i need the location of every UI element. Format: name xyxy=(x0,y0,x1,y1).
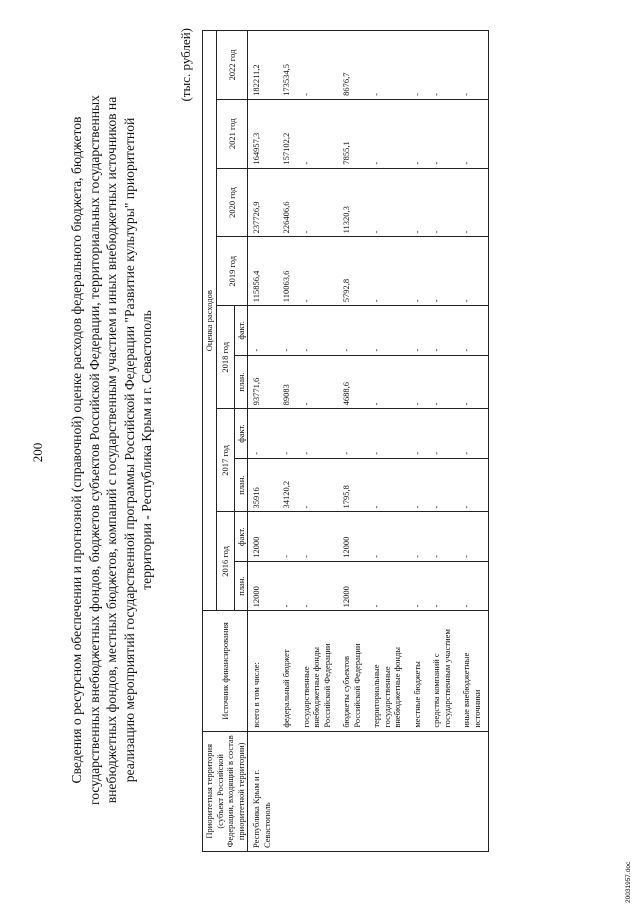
value-cell: - xyxy=(368,458,409,512)
source-cell: всего в том числе: xyxy=(248,611,279,731)
table-row xyxy=(458,31,489,852)
value-cell: 226406,6 xyxy=(278,168,298,237)
source-cell: территориальные государственные внебюджетные фонды xyxy=(368,611,409,731)
value-cell: - xyxy=(428,237,458,306)
header-2020: 2020 год xyxy=(216,168,248,237)
value-cell: - xyxy=(298,237,339,306)
value-cell: - xyxy=(248,306,279,355)
territory-cell xyxy=(428,731,458,851)
value-cell: - xyxy=(409,168,429,237)
territory-cell xyxy=(409,731,429,851)
value-cell: - xyxy=(368,31,409,100)
value-cell: - xyxy=(458,355,489,409)
source-cell: местные бюджеты xyxy=(409,611,429,731)
value-cell: - xyxy=(368,409,409,458)
table-row xyxy=(338,31,368,852)
value-cell: - xyxy=(338,409,368,458)
value-cell: - xyxy=(368,561,409,610)
value-cell: - xyxy=(368,306,409,355)
value-cell: - xyxy=(298,99,339,168)
value-cell: - xyxy=(428,512,458,561)
source-cell: государственные внебюджетные фонды Российской Федерации xyxy=(298,611,339,731)
page-number: 200 xyxy=(30,442,45,463)
value-cell: 1795,8 xyxy=(338,458,368,512)
value-cell: - xyxy=(298,306,339,355)
territory-cell xyxy=(458,731,489,851)
header-fact: факт. xyxy=(234,306,248,355)
source-cell: федеральный бюджет xyxy=(278,611,298,731)
source-cell: средства компаний с государственным участием xyxy=(428,611,458,731)
value-cell: - xyxy=(458,512,489,561)
value-cell: 35916 xyxy=(248,458,279,512)
value-cell: - xyxy=(298,458,339,512)
value-cell: 8676,7 xyxy=(338,31,368,100)
value-cell: 182211,2 xyxy=(248,31,279,100)
value-cell: - xyxy=(298,31,339,100)
source-cell: иные внебюджетные источники xyxy=(458,611,489,731)
header-plan: план. xyxy=(234,458,248,512)
value-cell: - xyxy=(428,168,458,237)
header-2018: 2018 год xyxy=(216,306,234,409)
table-row xyxy=(248,31,279,852)
value-cell: - xyxy=(409,409,429,458)
units-label: (тыс. рублей) xyxy=(178,28,193,102)
value-cell: - xyxy=(278,561,298,610)
value-cell: - xyxy=(368,99,409,168)
value-cell: - xyxy=(298,168,339,237)
value-cell: - xyxy=(368,355,409,409)
value-cell: 5792,8 xyxy=(338,237,368,306)
value-cell: - xyxy=(428,31,458,100)
value-cell: - xyxy=(409,355,429,409)
header-territory: Приоритетная территория (субъект Российской Федерации, входящий в состав приоритетной территории) xyxy=(203,731,248,851)
value-cell: 4688,6 xyxy=(338,355,368,409)
value-cell: 237726,9 xyxy=(248,168,279,237)
header-2019: 2019 год xyxy=(216,237,248,306)
territory-cell: Республика Крым и г. Севастополь xyxy=(248,731,279,851)
value-cell: 93771,6 xyxy=(248,355,279,409)
value-cell: - xyxy=(298,409,339,458)
table-row xyxy=(409,31,429,852)
value-cell: 115856,4 xyxy=(248,237,279,306)
table-row xyxy=(298,31,339,852)
value-cell: 157102,2 xyxy=(278,99,298,168)
territory-cell xyxy=(338,731,368,851)
header-plan: план. xyxy=(234,355,248,409)
value-cell: - xyxy=(428,355,458,409)
value-cell: - xyxy=(338,306,368,355)
value-cell: 12000 xyxy=(338,512,368,561)
territory-cell xyxy=(298,731,339,851)
value-cell: - xyxy=(409,99,429,168)
value-cell: - xyxy=(278,306,298,355)
value-cell: - xyxy=(278,409,298,458)
value-cell: - xyxy=(428,561,458,610)
table-row xyxy=(278,31,298,852)
value-cell: - xyxy=(409,458,429,512)
value-cell: 12000 xyxy=(248,512,279,561)
value-cell: 12000 xyxy=(248,561,279,610)
value-cell: - xyxy=(368,237,409,306)
territory-cell xyxy=(278,731,298,851)
value-cell: - xyxy=(428,458,458,512)
value-cell: - xyxy=(368,168,409,237)
value-cell: - xyxy=(458,409,489,458)
value-cell: - xyxy=(278,512,298,561)
value-cell: - xyxy=(248,409,279,458)
value-cell: 89083 xyxy=(278,355,298,409)
value-cell: - xyxy=(409,512,429,561)
header-2022: 2022 год xyxy=(216,31,248,100)
header-2016: 2016 год xyxy=(216,512,234,611)
territory-cell xyxy=(368,731,409,851)
table-row xyxy=(428,31,458,852)
value-cell: - xyxy=(409,306,429,355)
source-cell: бюджеты субъектов Российской Федерации xyxy=(338,611,368,731)
value-cell: - xyxy=(458,31,489,100)
header-source: Источник финансирования xyxy=(203,611,248,731)
value-cell: 173534,5 xyxy=(278,31,298,100)
document-heading: Сведения о ресурсном обеспечении и прогнозной (справочной) оценке расходов федерального бюджета, бюджетов государственных внебюджетных фондов, бюджетов субъектов Российской Федерации, территориальных государственных внебюджетных фондов, местных бюджетов, компаний с государственным участием и иных внебюджетных источников на реализацию мероприятий государственной программы Российской Федерации "Развитие культуры" приоритетной территории - Республика Крым и г. Севастополь xyxy=(69,95,155,805)
value-cell: - xyxy=(458,458,489,512)
value-cell: - xyxy=(298,561,339,610)
value-cell: - xyxy=(458,561,489,610)
value-cell: 11320,3 xyxy=(338,168,368,237)
value-cell: - xyxy=(409,237,429,306)
header-2017: 2017 год xyxy=(216,409,234,512)
table-row xyxy=(368,31,409,852)
value-cell: - xyxy=(409,561,429,610)
value-cell: 7855,1 xyxy=(338,99,368,168)
value-cell: - xyxy=(409,31,429,100)
value-cell: - xyxy=(428,99,458,168)
header-fact: факт. xyxy=(234,409,248,458)
file-label: 20031957.doc xyxy=(625,861,632,903)
header-fact: факт. xyxy=(234,512,248,561)
header-2021: 2021 год xyxy=(216,99,248,168)
value-cell: - xyxy=(298,355,339,409)
expenditure-table xyxy=(202,30,489,852)
value-cell: - xyxy=(428,306,458,355)
value-cell: - xyxy=(458,237,489,306)
value-cell: - xyxy=(458,99,489,168)
header-plan: план. xyxy=(234,561,248,610)
value-cell: - xyxy=(368,512,409,561)
value-cell: 34120,2 xyxy=(278,458,298,512)
value-cell: - xyxy=(458,168,489,237)
value-cell: 12000 xyxy=(338,561,368,610)
value-cell: - xyxy=(298,512,339,561)
header-estimate: Оценка расходов xyxy=(203,31,217,611)
value-cell: 164957,3 xyxy=(248,99,279,168)
value-cell: - xyxy=(428,409,458,458)
value-cell: 110063,6 xyxy=(278,237,298,306)
value-cell: - xyxy=(458,306,489,355)
